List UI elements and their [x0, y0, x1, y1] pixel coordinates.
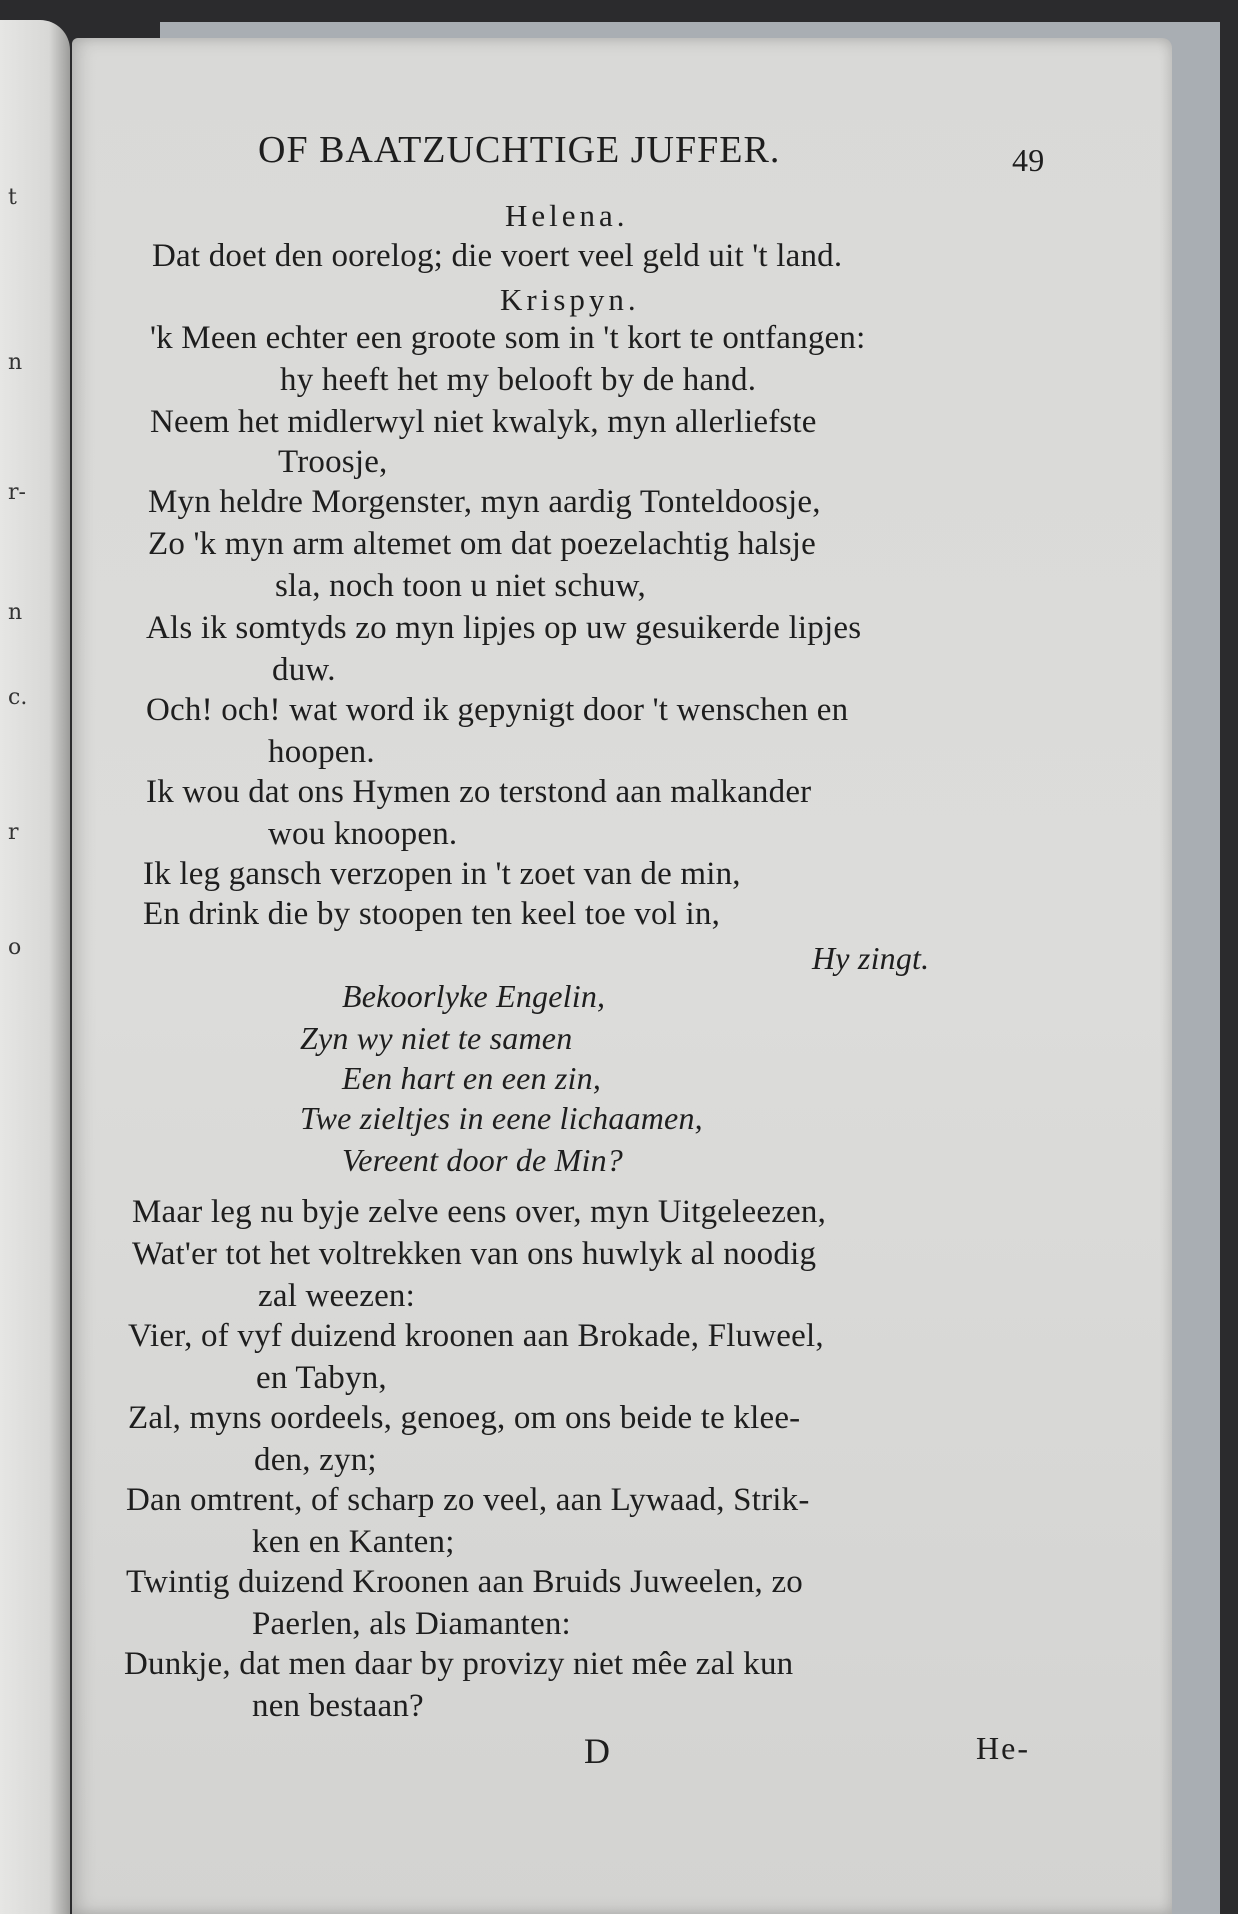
verse-line: Als ik somtyds zo myn lipjes op uw gesuikerde lipjes	[146, 610, 862, 646]
verse-line: duw.	[272, 652, 336, 688]
song-line: Vereent door de Min?	[342, 1142, 623, 1178]
song-line: Een hart en een zin,	[342, 1060, 602, 1096]
verse-line: en Tabyn,	[256, 1360, 387, 1396]
song-line: Zyn wy niet te samen	[300, 1020, 573, 1056]
verse-line: Troosje,	[278, 444, 388, 480]
verse-line: Zo 'k myn arm altemet om dat poezelachtig halsje	[148, 526, 816, 562]
verse-line: En drink die by stoopen ten keel toe vol in,	[143, 896, 721, 932]
verse-line: zal weezen:	[258, 1278, 416, 1314]
facing-page-fragment: o	[8, 935, 22, 960]
speaker-name: Helena.	[505, 198, 629, 233]
verse-line: Dunkje, dat men daar by provizy niet mêe zal kun	[124, 1646, 794, 1682]
facing-page-fragment: c.	[8, 685, 28, 710]
facing-page-fragment: r	[8, 820, 19, 845]
running-title: OF BAATZUCHTIGE JUFFER.	[258, 129, 781, 171]
verse-line: Och! och! wat word ik gepynigt door 't wenschen en	[146, 692, 849, 728]
song-line: Twe zieltjes in eene lichaamen,	[300, 1100, 703, 1136]
page-number: 49	[1012, 142, 1045, 178]
verse-line: wou knoopen.	[268, 816, 458, 852]
verse-line: Paerlen, als Diamanten:	[252, 1606, 571, 1642]
verse-line: hy heeft het my belooft by de hand.	[280, 362, 757, 398]
facing-page-fragment: n	[8, 600, 23, 625]
verse-line: Maar leg nu byje zelve eens over, myn Uitgeleezen,	[132, 1194, 827, 1230]
verse-line: Dat doet den oorelog; die voert veel geld uit 't land.	[152, 238, 843, 274]
verse-line: Twintig duizend Kroonen aan Bruids Juweelen, zo	[126, 1564, 804, 1600]
speaker-name: Krispyn.	[500, 282, 640, 317]
verse-line: Dan omtrent, of scharp zo veel, aan Lywaad, Strik-	[126, 1482, 810, 1518]
verse-line: Myn heldre Morgenster, myn aardig Tonteldoosje,	[148, 484, 821, 520]
verse-line: nen bestaan?	[252, 1688, 424, 1724]
verse-line: Vier, of vyf duizend kroonen aan Brokade, Fluweel,	[128, 1318, 824, 1354]
facing-page-fragment: n	[8, 350, 23, 375]
verse-line: Zal, myns oordeels, genoeg, om ons beide te klee-	[128, 1400, 801, 1436]
signature-mark: D	[584, 1731, 611, 1771]
verse-line: Neem het midlerwyl niet kwalyk, myn allerliefste	[150, 404, 817, 440]
facing-page-fragment: t	[8, 185, 17, 210]
stage-direction: Hy zingt.	[812, 940, 930, 976]
verse-line: hoopen.	[268, 734, 375, 770]
verse-line: Ik leg gansch verzopen in 't zoet van de min,	[143, 856, 741, 892]
verse-line: ken en Kanten;	[252, 1524, 455, 1560]
verse-line: Wat'er tot het voltrekken van ons huwlyk al noodig	[132, 1236, 817, 1272]
verse-line: 'k Meen echter een groote som in 't kort te ontfangen:	[150, 320, 866, 356]
verse-line: sla, noch toon u niet schuw,	[275, 568, 646, 604]
verse-line: Ik wou dat ons Hymen zo terstond aan malkander	[146, 774, 812, 810]
facing-page-fragment: r-	[8, 480, 26, 505]
song-line: Bekoorlyke Engelin,	[342, 978, 606, 1014]
catchword: He-	[976, 1730, 1030, 1766]
verse-line: den, zyn;	[254, 1442, 377, 1478]
